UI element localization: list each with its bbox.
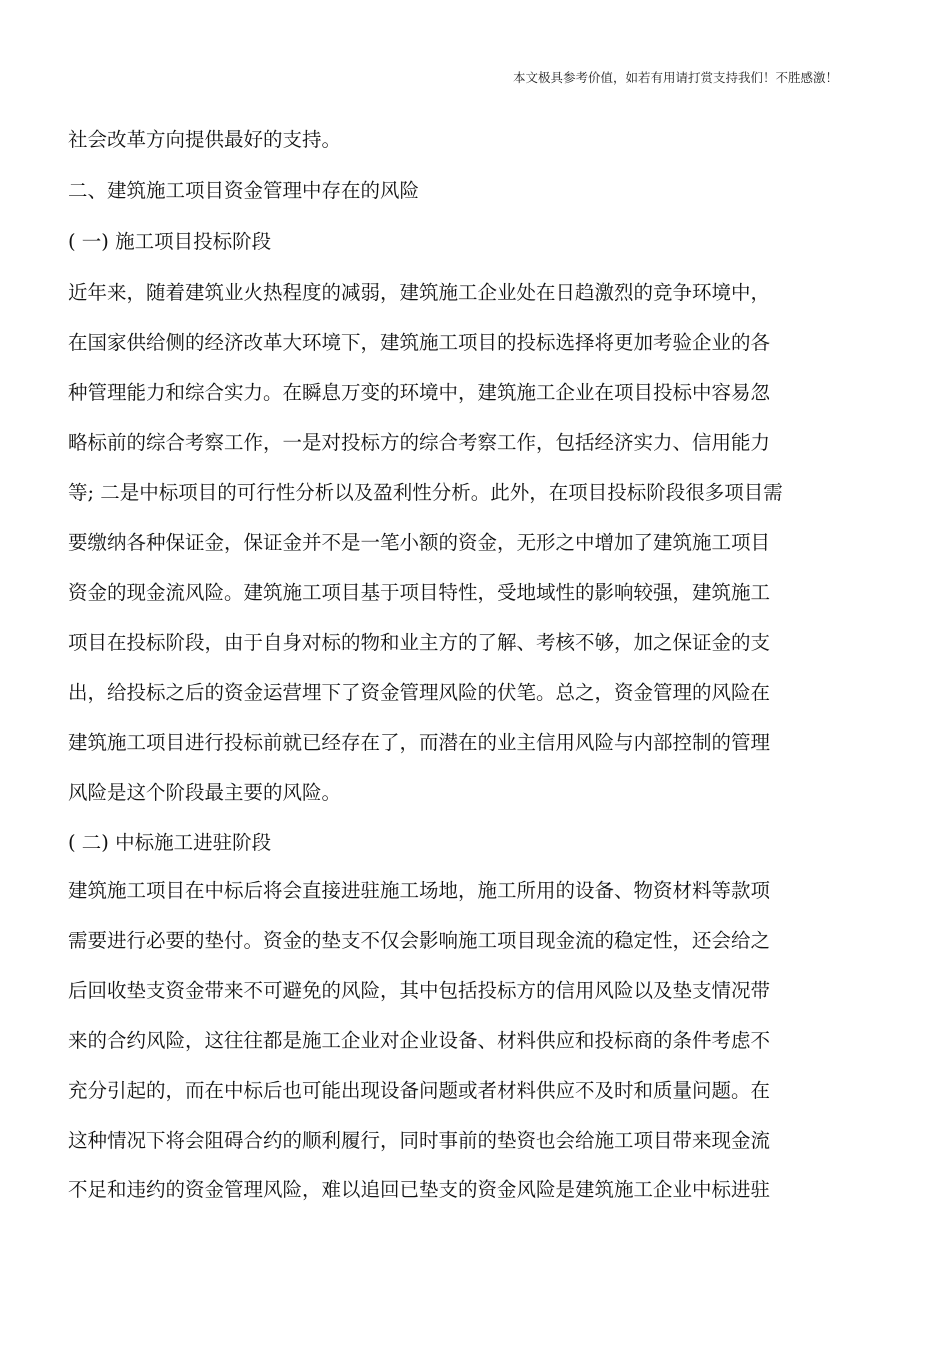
text-line: 社会改革方向提供最好的支持。: [68, 128, 342, 151]
text-line: 建筑施工项目在中标后将会直接进驻施工场地，施工所用的设备、物资材料等款项: [68, 879, 771, 902]
text-line: 出，给投标之后的资金运营埋下了资金管理风险的伏笔。总之，资金管理的风险在: [68, 681, 771, 704]
text-line: 等; 二是中标项目的可行性分析以及盈利性分析。此外，在项目投标阶段很多项目需: [68, 481, 783, 504]
text-line: 建筑施工项目进行投标前就已经存在了，而潜在的业主信用风险与内部控制的管理: [68, 731, 771, 754]
section-heading: 二、建筑施工项目资金管理中存在的风险: [68, 179, 420, 202]
text-line: 充分引起的，而在中标后也可能出现设备问题或者材料供应不及时和质量问题。在: [68, 1079, 771, 1102]
text-line: 风险是这个阶段最主要的风险。: [68, 781, 342, 804]
subsection-heading: ( 一) 施工项目投标阶段: [68, 230, 272, 253]
text-line: 不足和违约的资金管理风险，难以追回已垫支的资金风险是建筑施工企业中标进驻: [68, 1178, 771, 1201]
text-line: 近年来，随着建筑业火热程度的减弱，建筑施工企业处在日趋激烈的竞争环境中，: [68, 281, 771, 304]
text-line: 资金的现金流风险。建筑施工项目基于项目特性，受地域性的影响较强，建筑施工: [68, 581, 771, 604]
text-line: 要缴纳各种保证金，保证金并不是一笔小额的资金，无形之中增加了建筑施工项目: [68, 531, 771, 554]
text-line: 项目在投标阶段，由于自身对标的物和业主方的了解、考核不够，加之保证金的支: [68, 631, 771, 654]
text-line: 略标前的综合考察工作，一是对投标方的综合考察工作，包括经济实力、信用能力: [68, 431, 771, 454]
header-note: 本文极具参考价值，如若有用请打赏支持我们！不胜感激！: [512, 70, 838, 85]
text-line: 这种情况下将会阻碍合约的顺利履行，同时事前的垫资也会给施工项目带来现金流: [68, 1129, 771, 1152]
text-line: 需要进行必要的垫付。资金的垫支不仅会影响施工项目现金流的稳定性，还会给之: [68, 929, 771, 952]
subsection-heading: ( 二) 中标施工进驻阶段: [68, 831, 272, 854]
text-line: 后回收垫支资金带来不可避免的风险，其中包括投标方的信用风险以及垫支情况带: [68, 979, 771, 1002]
text-line: 来的合约风险，这往往都是施工企业对企业设备、材料供应和投标商的条件考虑不: [68, 1029, 771, 1052]
text-line: 种管理能力和综合实力。在瞬息万变的环境中，建筑施工企业在项目投标中容易忽: [68, 381, 771, 404]
text-line: 在国家供给侧的经济改革大环境下，建筑施工项目的投标选择将更加考验企业的各: [68, 331, 771, 354]
